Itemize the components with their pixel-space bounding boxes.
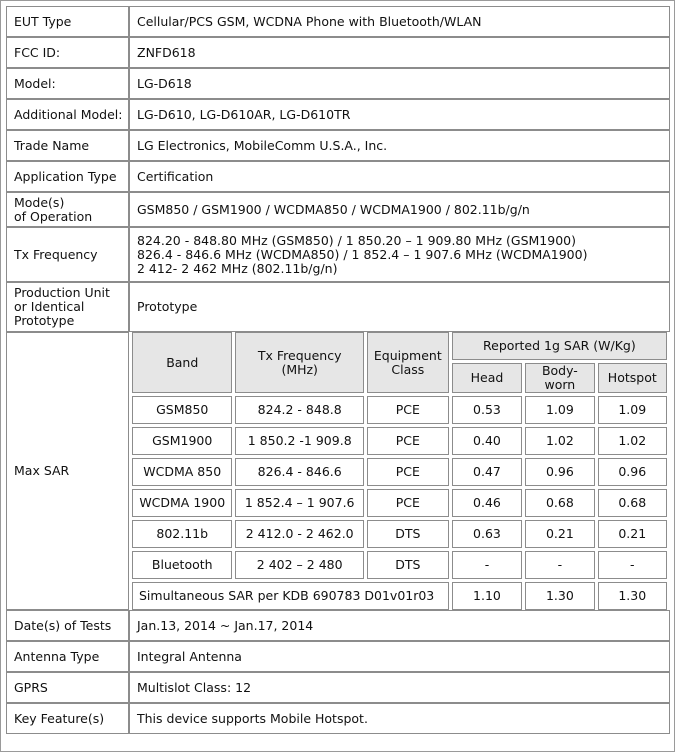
row-value: Integral Antenna [129, 641, 670, 672]
row-label: FCC ID: [6, 37, 129, 68]
cell-hotspot: 1.09 [598, 396, 667, 424]
row-label: Antenna Type [6, 641, 129, 672]
spec-row-tx-frequency [6, 227, 670, 282]
cell-class: PCE [367, 427, 449, 455]
header-equipment-class [367, 332, 449, 393]
sar-row-wcdma1900 [132, 489, 667, 517]
sar-row-gsm1900 [132, 427, 667, 455]
cell-hotspot: 1.02 [598, 427, 667, 455]
tx-line-3: 2 412- 2 462 MHz (802.11b/g/n) [137, 260, 338, 276]
production-label-line1: Production Unit [14, 285, 110, 300]
spec-row-max-sar [6, 332, 670, 610]
spec-row-application-type [6, 161, 670, 192]
header-body-line2: worn [544, 377, 576, 392]
production-label-line3: Prototype [14, 313, 75, 328]
cell-freq: 826.4 - 846.6 [235, 458, 363, 486]
sar-row-wcdma850 [132, 458, 667, 486]
cell-band: 802.11b [132, 520, 232, 548]
cell-head: 0.40 [452, 427, 522, 455]
cell-hotspot: 0.68 [598, 489, 667, 517]
cell-body: 0.21 [525, 520, 594, 548]
row-label: EUT Type [6, 6, 129, 37]
header-freq-line1: Tx Frequency [257, 347, 342, 363]
cell-class: PCE [367, 489, 449, 517]
cell-head: 0.47 [452, 458, 522, 486]
header-freq-line2: (MHz) [281, 361, 318, 377]
cell-class: PCE [367, 458, 449, 486]
cell-freq: 824.2 - 848.8 [235, 396, 363, 424]
row-label: Additional Model: [6, 99, 129, 130]
row-value: ZNFD618 [129, 37, 670, 68]
modes-label-line2: of Operation [14, 208, 93, 224]
row-label: Trade Name [6, 130, 129, 161]
cell-band: WCDMA 850 [132, 458, 232, 486]
cell-band: GSM1900 [132, 427, 232, 455]
row-label: GPRS [6, 672, 129, 703]
row-label [6, 282, 129, 332]
spec-row-eut-type [6, 6, 670, 37]
cell-head: - [452, 551, 522, 579]
spec-row-trade-name [6, 130, 670, 161]
row-label: Application Type [6, 161, 129, 192]
row-value: This device supports Mobile Hotspot. [129, 703, 670, 734]
header-hotspot: Hotspot [598, 363, 667, 393]
row-value: Certification [129, 161, 670, 192]
cell-freq: 1 852.4 – 1 907.6 [235, 489, 363, 517]
header-reported-sar: Reported 1g SAR (W/Kg) [452, 332, 667, 360]
sar-row-80211b [132, 520, 667, 548]
row-value: Jan.13, 2014 ~ Jan.17, 2014 [129, 610, 670, 641]
tx-line-2: 826.4 - 846.6 MHz (WCDMA850) / 1 852.4 – 1 907.6 MHz (WCDMA1900) [137, 246, 588, 262]
row-value: GSM850 / GSM1900 / WCDMA850 / WCDMA1900 / 802.11b/g/n [129, 192, 670, 227]
cell-freq: 2 412.0 - 2 462.0 [235, 520, 363, 548]
cell-hotspot: 0.21 [598, 520, 667, 548]
modes-label-line1: Mode(s) [14, 194, 65, 210]
cell-head: 0.53 [452, 396, 522, 424]
cell-freq: 2 402 – 2 480 [235, 551, 363, 579]
spec-row-production [6, 282, 670, 332]
row-label: Max SAR [6, 332, 129, 610]
cell-hotspot: 0.96 [598, 458, 667, 486]
cell-band: WCDMA 1900 [132, 489, 232, 517]
header-tx-frequency [235, 332, 363, 393]
spec-row-antenna-type [6, 641, 670, 672]
row-value: Prototype [129, 282, 670, 332]
row-label: Date(s) of Tests [6, 610, 129, 641]
spec-row-additional-model [6, 99, 670, 130]
spec-row-fcc-id [6, 37, 670, 68]
row-label: Model: [6, 68, 129, 99]
max-sar-table [129, 329, 670, 613]
cell-simultaneous-label: Simultaneous SAR per KDB 690783 D01v01r03 [132, 582, 449, 610]
tx-line-1: 824.20 - 848.80 MHz (GSM850) / 1 850.20 – 1 909.80 MHz (GSM1900) [137, 232, 576, 248]
spec-row-modes [6, 192, 670, 227]
header-body-line1: Body- [541, 363, 578, 378]
row-value: LG Electronics, MobileComm U.S.A., Inc. [129, 130, 670, 161]
row-label: Key Feature(s) [6, 703, 129, 734]
cell-hotspot: 1.30 [598, 582, 667, 610]
row-label [6, 192, 129, 227]
row-value: LG-D618 [129, 68, 670, 99]
header-body-worn [525, 363, 594, 393]
sar-row-simultaneous [132, 582, 667, 610]
cell-body: 0.68 [525, 489, 594, 517]
cell-body: 1.09 [525, 396, 594, 424]
cell-head: 0.46 [452, 489, 522, 517]
cell-body: 1.02 [525, 427, 594, 455]
spec-row-key-features [6, 703, 670, 734]
cell-head: 0.63 [452, 520, 522, 548]
sar-row-gsm850 [132, 396, 667, 424]
row-value: Cellular/PCS GSM, WCDNA Phone with Bluetooth/WLAN [129, 6, 670, 37]
row-value: Multislot Class: 12 [129, 672, 670, 703]
cell-band: GSM850 [132, 396, 232, 424]
spec-row-model [6, 68, 670, 99]
sar-row-bluetooth [132, 551, 667, 579]
cell-head: 1.10 [452, 582, 522, 610]
spec-row-gprs [6, 672, 670, 703]
spec-table [6, 6, 670, 734]
cell-body: - [525, 551, 594, 579]
header-head: Head [452, 363, 522, 393]
row-value: LG-D610, LG-D610AR, LG-D610TR [129, 99, 670, 130]
row-label: Tx Frequency [6, 227, 129, 282]
header-equip-line2: Class [391, 361, 425, 377]
row-value [129, 227, 670, 282]
max-sar-container [129, 332, 670, 610]
cell-class: DTS [367, 520, 449, 548]
header-equip-line1: Equipment [373, 347, 442, 363]
cell-band: Bluetooth [132, 551, 232, 579]
header-band: Band [132, 332, 232, 393]
cell-freq: 1 850.2 -1 909.8 [235, 427, 363, 455]
cell-body: 0.96 [525, 458, 594, 486]
production-label-line2: or Identical [14, 299, 85, 314]
cell-body: 1.30 [525, 582, 594, 610]
spec-row-dates [6, 610, 670, 641]
cell-class: DTS [367, 551, 449, 579]
cell-class: PCE [367, 396, 449, 424]
sar-header-row-1 [132, 332, 667, 360]
cell-hotspot: - [598, 551, 667, 579]
